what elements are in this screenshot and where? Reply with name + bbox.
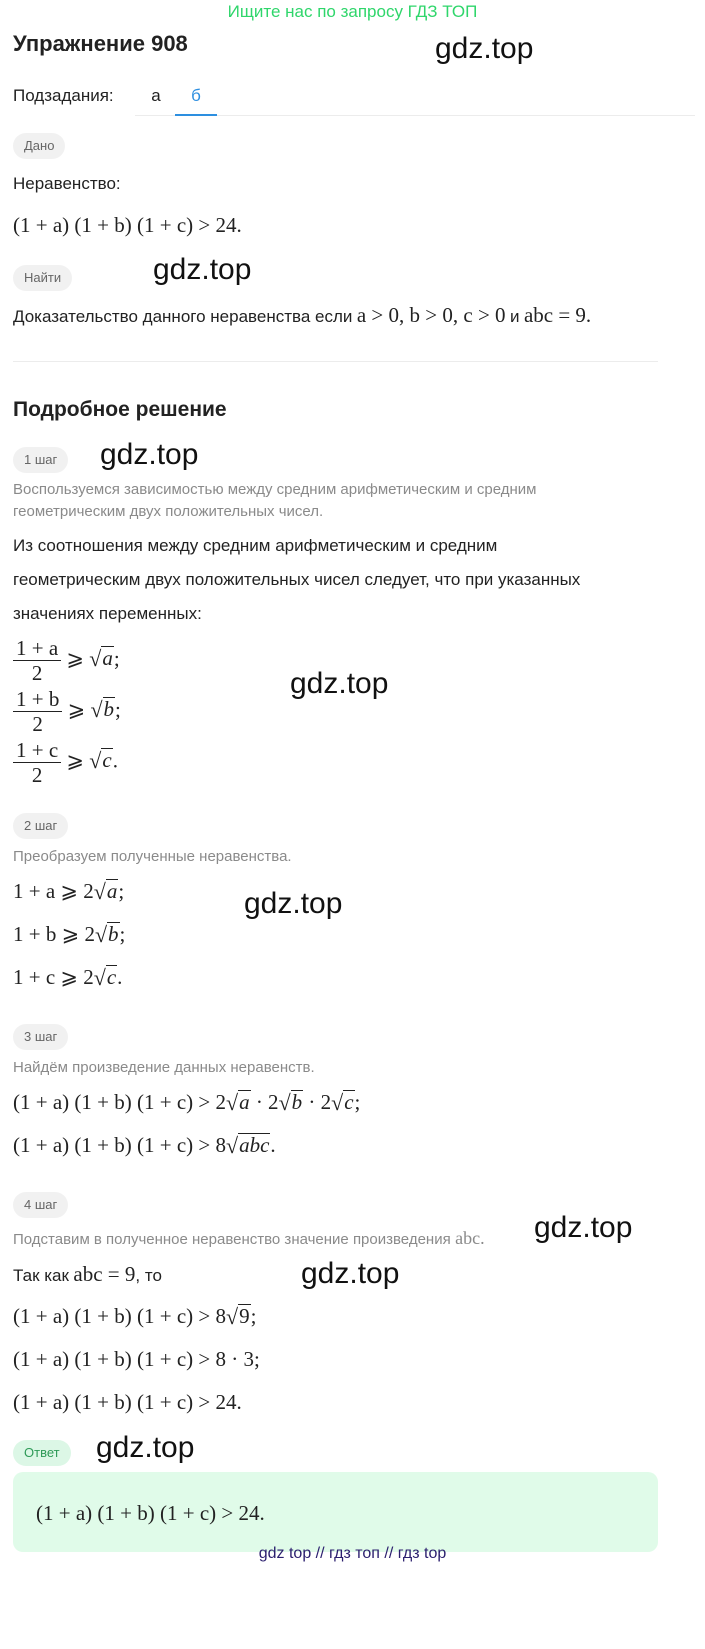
- footer-link-3[interactable]: гдз top: [397, 1545, 447, 1562]
- step-2-hint: Преобразуем полученные неравенства.: [13, 848, 292, 865]
- find-and: и: [509, 307, 520, 326]
- watermark: gdz.top: [435, 32, 534, 65]
- find-product: abc = 9.: [523, 303, 592, 327]
- step-1-formula-1: $\frac{1 + a}{2}$ ⩾ √a;: [13, 636, 120, 685]
- step-1-line-1: Из соотношения между средним арифметическим и средним: [13, 536, 498, 555]
- step-1-line-2: геометрическим двух положительных чисел следует, что при указанных: [13, 570, 581, 589]
- top-banner-link[interactable]: Ищите нас по запросу ГДЗ ТОП: [227, 2, 478, 21]
- subtasks-label: Подзадания:: [13, 86, 114, 105]
- step-4-hint-math: abc.: [455, 1228, 485, 1248]
- step-1-hint: Воспользуемся зависимостью между средним арифметическим и средним геометрическим двух положительных чисел.: [13, 481, 537, 520]
- find-chip: Найти: [13, 265, 72, 291]
- step-1-line-3: значениях переменных:: [13, 604, 202, 623]
- watermark: gdz.top: [153, 253, 252, 286]
- watermark: gdz.top: [534, 1211, 633, 1244]
- answer-chip: Ответ: [13, 1440, 71, 1466]
- footer-link-1[interactable]: gdz top: [258, 1545, 312, 1562]
- step-2-chip: 2 шаг: [13, 813, 68, 839]
- step-3-formula-2: (1 + a) (1 + b) (1 + c) > 8√abc.: [13, 1133, 276, 1158]
- section-divider: [13, 361, 658, 362]
- step-4-formula-1: (1 + a) (1 + b) (1 + c) > 8√9;: [13, 1304, 257, 1329]
- find-statement: [13, 301, 591, 329]
- watermark: gdz.top: [96, 1431, 195, 1464]
- footer-separator: //: [384, 1545, 394, 1562]
- step-4-chip: 4 шаг: [13, 1192, 68, 1218]
- step-4-hint-row: [13, 1224, 485, 1252]
- step-4-formula-2: (1 + a) (1 + b) (1 + c) > 8 · 3;: [13, 1347, 260, 1371]
- answer-formula: (1 + a) (1 + b) (1 + c) > 24.: [36, 1501, 265, 1525]
- step-1-chip: 1 шаг: [13, 447, 68, 473]
- step-4-formula-3: (1 + a) (1 + b) (1 + c) > 24.: [13, 1390, 242, 1414]
- step-1-formula-2: $\frac{1 + b}{2}$ ⩾ √b;: [13, 687, 121, 736]
- step-4-intro: Так как abc = 9, то: [13, 1262, 162, 1286]
- solution-heading: Подробное решение: [13, 398, 227, 421]
- watermark: gdz.top: [100, 438, 199, 471]
- subtask-tab-b[interactable]: б: [175, 76, 217, 116]
- footer-links: [0, 1542, 705, 1566]
- step-1-formula-3: $\frac{1 + c}{2}$ ⩾ √c.: [13, 738, 118, 787]
- page-title: Упражнение 908: [13, 31, 188, 56]
- step-2-formula-1: 1 + a ⩾ 2√a;: [13, 879, 125, 904]
- step-2-formula-3: 1 + c ⩾ 2√c.: [13, 965, 123, 990]
- subtask-tab-a[interactable]: а: [151, 86, 161, 105]
- step-3-hint: Найдём произведение данных неравенств.: [13, 1059, 315, 1076]
- given-label: Неравенство:: [13, 174, 121, 193]
- find-text: Доказательство данного неравенства если: [13, 307, 353, 326]
- find-conditions: a > 0, b > 0, c > 0: [356, 303, 506, 327]
- watermark: gdz.top: [301, 1257, 400, 1290]
- footer-separator: //: [315, 1545, 325, 1562]
- watermark: gdz.top: [244, 887, 343, 920]
- given-chip: Дано: [13, 133, 65, 159]
- step-3-formula-1: (1 + a) (1 + b) (1 + c) > 2√a · 2√b · 2√c;: [13, 1090, 361, 1115]
- watermark: gdz.top: [290, 667, 389, 700]
- given-inequality: (1 + a) (1 + b) (1 + c) > 24.: [13, 213, 242, 237]
- step-3-chip: 3 шаг: [13, 1024, 68, 1050]
- step-2-formula-2: 1 + b ⩾ 2√b;: [13, 922, 126, 947]
- step-4-hint: Подставим в полученное неравенство значение произведения: [13, 1231, 451, 1248]
- footer-link-2[interactable]: гдз топ: [329, 1545, 380, 1562]
- subtasks-tabs: [135, 76, 695, 116]
